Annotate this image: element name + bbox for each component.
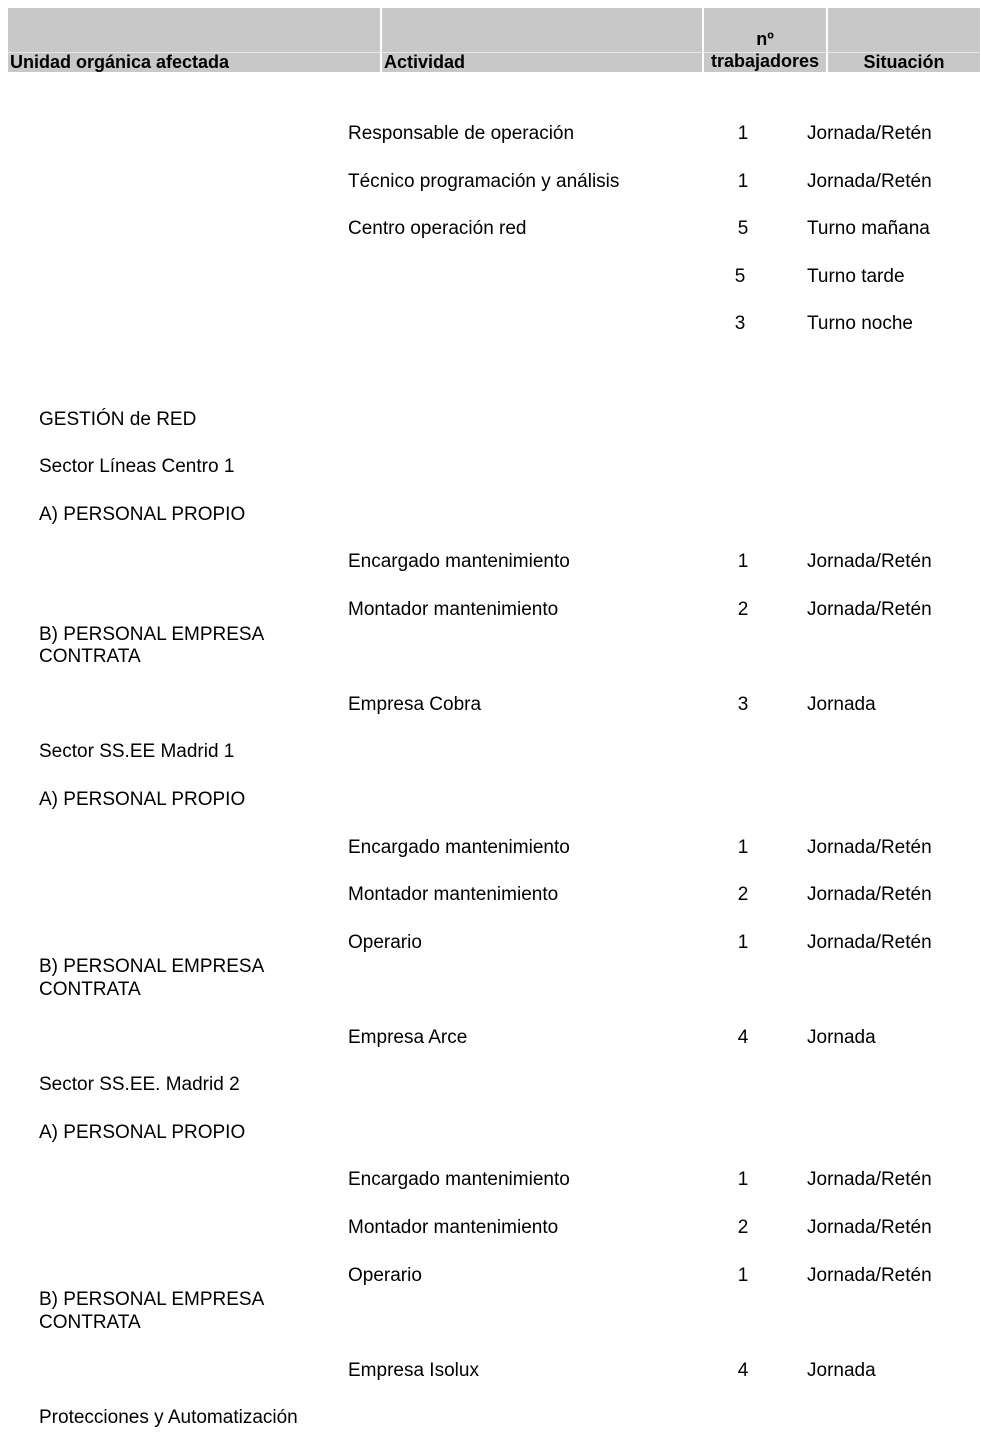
header-trabajadores-line1: nº <box>756 29 774 49</box>
trabajadores-cell: 2 <box>737 884 749 905</box>
unidad-cell: Protecciones y Automatización <box>39 1407 298 1428</box>
trabajadores-cell: 4 <box>737 1360 749 1381</box>
situacion-cell: Turno tarde <box>807 266 905 287</box>
actividad-cell: Encargado mantenimiento <box>348 551 570 572</box>
actividad-cell: Operario <box>348 932 422 953</box>
actividad-cell: Encargado mantenimiento <box>348 837 570 858</box>
situacion-cell: Jornada/Retén <box>807 1265 932 1286</box>
trabajadores-cell: 3 <box>737 694 749 715</box>
trabajadores-cell: 1 <box>737 1169 749 1190</box>
situacion-cell: Jornada/Retén <box>807 1169 932 1190</box>
header-trabajadores <box>704 8 826 72</box>
unidad-cell: CONTRATA <box>39 979 141 1000</box>
header-situacion-label: Situación <box>863 52 945 72</box>
situacion-cell: Jornada/Retén <box>807 599 932 620</box>
header-actividad <box>382 8 702 72</box>
trabajadores-cell: 1 <box>737 123 749 144</box>
unidad-cell: Sector SS.EE. Madrid 2 <box>39 1074 240 1095</box>
unidad-cell: B) PERSONAL EMPRESA <box>39 1289 265 1310</box>
actividad-cell: Responsable de operación <box>348 123 575 144</box>
trabajadores-cell: 2 <box>737 1217 749 1238</box>
unidad-cell: B) PERSONAL EMPRESA <box>39 624 265 645</box>
unidad-cell: Sector SS.EE Madrid 1 <box>39 741 235 762</box>
situacion-cell: Turno noche <box>807 313 913 334</box>
unidad-cell: CONTRATA <box>39 646 141 667</box>
trabajadores-cell: 3 <box>734 313 746 334</box>
header-trabajadores-line2: trabajadores <box>710 51 820 71</box>
trabajadores-cell: 5 <box>734 266 746 287</box>
trabajadores-cell: 5 <box>737 218 749 239</box>
actividad-cell: Empresa Cobra <box>348 694 482 715</box>
situacion-cell: Jornada/Retén <box>807 932 932 953</box>
situacion-cell: Jornada/Retén <box>807 123 932 144</box>
situacion-cell: Jornada/Retén <box>807 551 932 572</box>
unidad-cell: B) PERSONAL EMPRESA <box>39 956 265 977</box>
actividad-cell: Empresa Isolux <box>348 1360 479 1381</box>
situacion-cell: Turno mañana <box>807 218 930 239</box>
situacion-cell: Jornada <box>807 694 876 715</box>
header-situacion <box>828 8 980 72</box>
situacion-cell: Jornada <box>807 1360 876 1381</box>
trabajadores-cell: 1 <box>737 1265 749 1286</box>
actividad-cell: Operario <box>348 1265 422 1286</box>
situacion-cell: Jornada <box>807 1027 876 1048</box>
header-unidad <box>8 8 380 72</box>
situacion-cell: Jornada/Retén <box>807 837 932 858</box>
unidad-cell: A) PERSONAL PROPIO <box>39 789 246 810</box>
trabajadores-cell: 1 <box>737 551 749 572</box>
trabajadores-cell: 4 <box>737 1027 749 1048</box>
trabajadores-cell: 1 <box>737 837 749 858</box>
unidad-cell: A) PERSONAL PROPIO <box>39 504 246 525</box>
situacion-cell: Jornada/Retén <box>807 171 932 192</box>
unidad-cell: A) PERSONAL PROPIO <box>39 1122 246 1143</box>
header-actividad-label: Actividad <box>384 52 466 72</box>
trabajadores-cell: 2 <box>737 599 749 620</box>
unidad-cell: CONTRATA <box>39 1312 141 1333</box>
actividad-cell: Empresa Arce <box>348 1027 468 1048</box>
trabajadores-cell: 1 <box>737 932 749 953</box>
unidad-cell: GESTIÓN de RED <box>39 409 197 430</box>
situacion-cell: Jornada/Retén <box>807 884 932 905</box>
actividad-cell: Centro operación red <box>348 218 527 239</box>
actividad-cell: Montador mantenimiento <box>348 599 559 620</box>
header-unidad-label: Unidad orgánica afectada <box>10 52 230 72</box>
unidad-cell: Sector Líneas Centro 1 <box>39 456 235 477</box>
actividad-cell: Técnico programación y análisis <box>348 171 620 192</box>
actividad-cell: Montador mantenimiento <box>348 884 559 905</box>
trabajadores-cell: 1 <box>737 171 749 192</box>
actividad-cell: Encargado mantenimiento <box>348 1169 570 1190</box>
actividad-cell: Montador mantenimiento <box>348 1217 559 1238</box>
situacion-cell: Jornada/Retén <box>807 1217 932 1238</box>
